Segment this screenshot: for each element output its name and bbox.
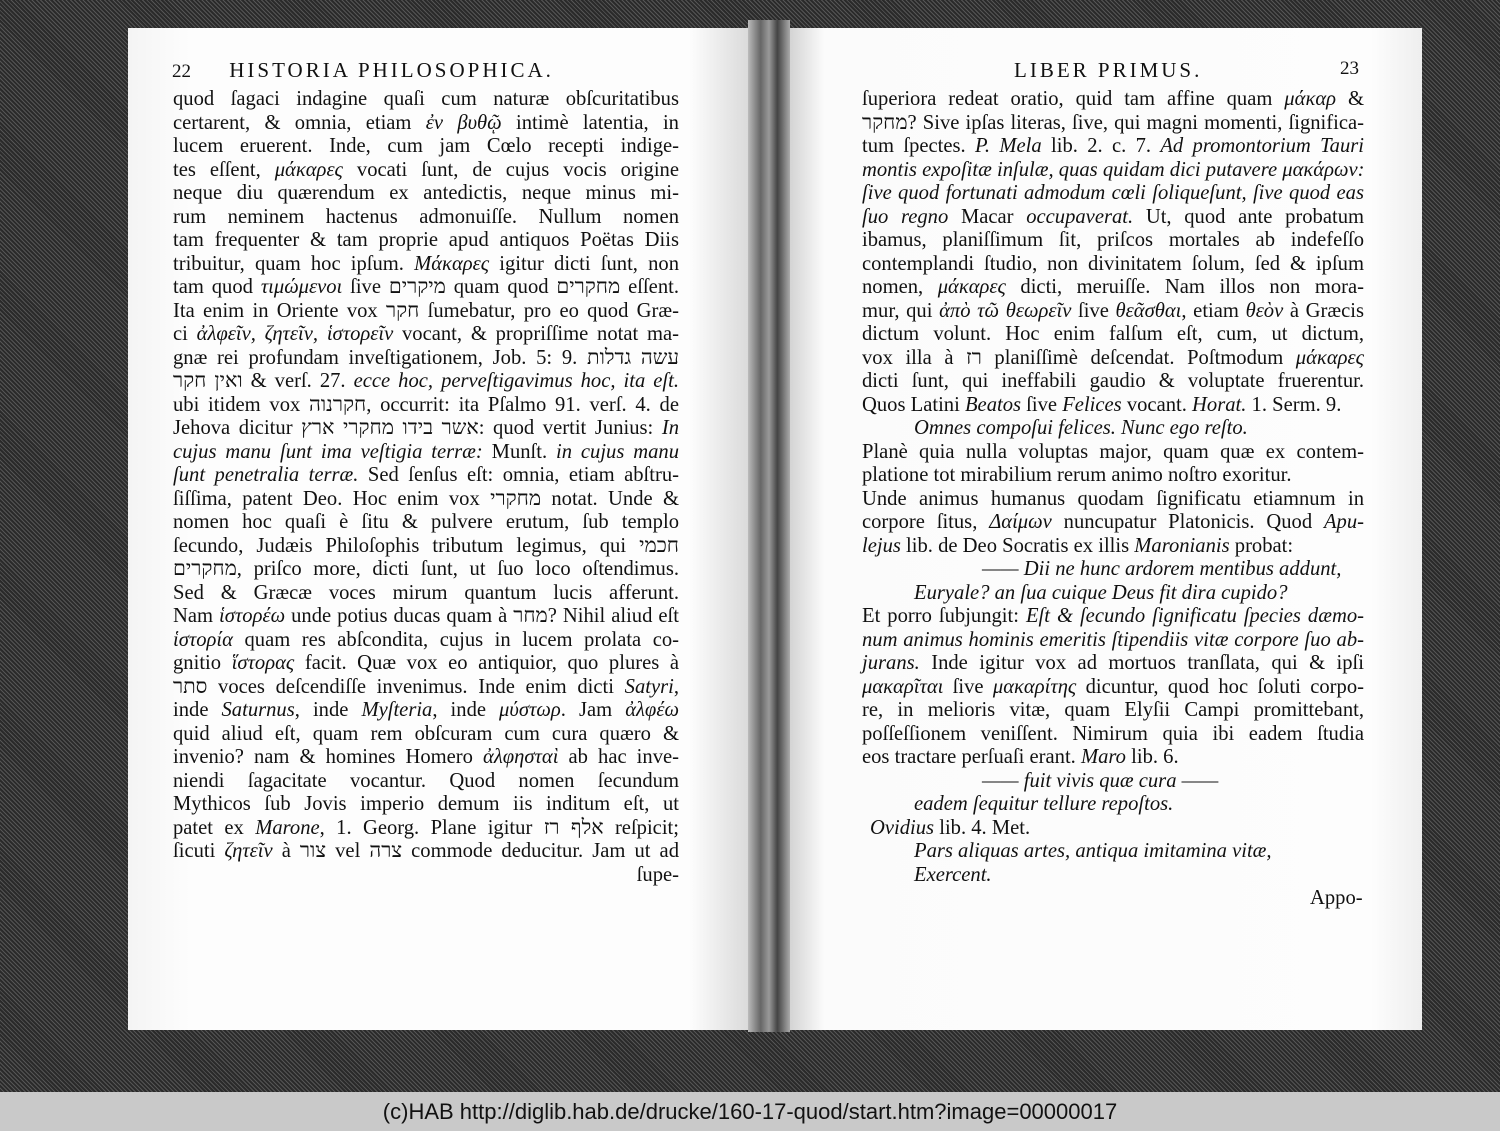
roman-text: intimè latentia, in — [501, 111, 679, 134]
roman-text: probat: — [1229, 534, 1294, 557]
italic-text: ſunt penetralia terræ. — [173, 464, 359, 486]
text-line — [862, 276, 1364, 300]
right-running-head — [1014, 58, 1202, 83]
italic-text: μάκαρες — [1295, 346, 1364, 369]
text-line — [173, 699, 679, 723]
italic-text: Marone — [255, 816, 320, 839]
roman-text: Et porro ſubjungit: — [862, 605, 1026, 627]
italic-text: ἱστορέω — [219, 605, 286, 627]
roman-text: à צור vel צרה commode deducitur. Jam ut ad — [272, 840, 679, 862]
roman-text: inde — [173, 699, 222, 721]
roman-text: corpore ſitus, — [862, 511, 990, 533]
left-running-head — [172, 58, 554, 83]
text-line — [862, 840, 1364, 864]
roman-text: facit. Quæ vox eo antiquior, quo plures à — [294, 652, 679, 674]
text-line — [173, 723, 679, 747]
roman-text: lib. 6. — [1125, 746, 1179, 768]
roman-text: dictum volunt. Hoc enim falſum eſt, cum, ut dictum, — [862, 323, 1364, 345]
text-line — [173, 253, 679, 277]
left-page-text — [173, 88, 679, 887]
book-gutter — [748, 20, 790, 1032]
italic-text: Apu- — [1323, 511, 1364, 533]
text-line — [862, 676, 1364, 700]
page-number-right: 23 — [1340, 58, 1359, 79]
roman-text: מחקרים, priſco more, dicti ſunt, ut ſuo loco oſtendimus. — [173, 558, 679, 580]
text-line — [173, 629, 679, 653]
italic-text: μύστωρ — [499, 699, 561, 721]
page-number-left: 22 — [172, 61, 191, 82]
text-line — [173, 370, 679, 394]
text-line — [862, 793, 1364, 817]
italic-text: ἱστορία — [173, 628, 233, 651]
roman-text: & — [1336, 88, 1364, 110]
roman-text: , inde — [294, 699, 362, 721]
text-line — [862, 535, 1364, 559]
italic-text: ἵστορας — [231, 652, 295, 674]
italic-text: ecce hoc, perveſtigavimus hoc, ita eſt. — [353, 370, 680, 392]
italic-text: ἐν βυθῷ — [425, 111, 502, 134]
roman-text: Munſt. — [482, 440, 556, 463]
italic-text: Maro — [1080, 746, 1126, 768]
text-line — [862, 88, 1364, 112]
roman-text: à Græcis — [1283, 299, 1365, 322]
roman-text: ואין חקר & verſ. 27. — [173, 370, 354, 392]
roman-text: Sed & Græcæ voces mirum quantum lucis afferunt. — [173, 581, 679, 604]
italic-text: τιμώμενοι — [260, 276, 343, 298]
italic-text: μάκαρ — [1284, 88, 1337, 110]
text-line — [862, 206, 1364, 230]
text-line — [862, 746, 1364, 770]
text-line — [862, 159, 1364, 183]
roman-text: tam frequenter & tam proprie apud antiquos Poëtas Diis — [173, 229, 679, 251]
italic-text: in cujus manu — [556, 440, 679, 463]
text-line — [173, 535, 679, 559]
text-line — [173, 347, 679, 371]
text-line — [862, 629, 1364, 653]
text-line — [173, 112, 679, 136]
roman-text: quid aliud eſt, quam rem obſcuram cum cura quæro & — [173, 722, 679, 745]
italic-text: In — [661, 417, 680, 439]
italic-text: μάκαρες — [274, 158, 343, 181]
italic-text: ἀλφέω — [625, 699, 679, 721]
italic-text: —— fuit vivis quæ cura —— — [982, 769, 1219, 792]
roman-text: gnæ rei profundam inveſtigationem, Job. 5: 9. עשה גדלות — [173, 346, 679, 369]
roman-text: 1. Serm. 9. — [1246, 393, 1342, 416]
text-line — [862, 182, 1364, 206]
left-title: HISTORIA PHILOSOPHICA. — [229, 58, 554, 82]
roman-text: dicuntur, quod hoc ſoluti corpo- — [1076, 675, 1364, 698]
roman-text: , inde — [432, 699, 500, 721]
text-line — [173, 135, 679, 159]
roman-text: lucem eruerent. Inde, cum jam Cœlo recepti indige- — [173, 135, 679, 157]
roman-text: Sed ſenſus eſt: omnia, etiam abſtru- — [358, 464, 679, 486]
text-line — [173, 159, 679, 183]
text-line — [173, 511, 679, 535]
italic-text: ἀπὸ τῶ θεωρεῖν — [939, 299, 1072, 322]
roman-text: gnitio — [173, 652, 232, 674]
roman-text: lib. de Deo Socratis ex illis — [900, 534, 1135, 557]
roman-text: vocant, & propriſſime notat ma- — [393, 323, 679, 345]
text-line — [173, 464, 679, 488]
text-line — [862, 112, 1364, 136]
text-line — [173, 441, 679, 465]
italic-text: Euryale? an ſua cuique Deus fit dira cupido? — [914, 581, 1288, 604]
text-line — [173, 817, 679, 841]
roman-text: invenio? nam & homines Homero — [173, 746, 484, 768]
roman-text: ſive — [943, 675, 993, 698]
text-line — [173, 300, 679, 324]
copyright-footer: (c)HAB http://diglib.hab.de/drucke/160-17-quod/start.htm?image=00000017 — [0, 1092, 1500, 1131]
roman-text: contemplandi ſtudio, non divinitatem ſolum, ſed & ipſum — [862, 252, 1364, 275]
roman-text: platione tot mirabilium rerum animo noſtro exoritur. — [862, 464, 1292, 486]
roman-text: vox illa à רז planiſſimè deſcendat. Poſtmodum — [862, 346, 1296, 369]
text-line — [862, 582, 1364, 606]
italic-text: θεὸν — [1245, 299, 1284, 322]
text-line — [862, 770, 1364, 794]
roman-text: Nam — [173, 605, 220, 627]
text-line — [173, 394, 679, 418]
text-line — [173, 276, 679, 300]
text-line — [173, 840, 679, 864]
roman-text: , 1. Georg. Plane igitur אלף רז reſpicit; — [319, 816, 679, 839]
roman-text: ibamus, planiſſimum ſit, priſcos mortales ab indefeſſo — [862, 229, 1364, 251]
text-line — [862, 605, 1364, 629]
roman-text: nomen hoc quaſi è ſitu & pulvere erutum, ſub templo — [173, 511, 679, 533]
text-line — [862, 441, 1364, 465]
roman-text: neque diu quærendum ex antedictis, neque minus mi- — [173, 182, 679, 204]
italic-text: Myſteria — [361, 699, 433, 721]
text-line — [862, 864, 1364, 888]
roman-text: ci — [173, 323, 197, 345]
roman-text: poſſeſſionem veniſſent. Nimirum quia ibi eadem ſtudia — [862, 722, 1364, 745]
text-line — [173, 793, 679, 817]
text-line — [173, 746, 679, 770]
text-line — [173, 417, 679, 441]
italic-text: ἀλφησταὶ — [483, 746, 559, 768]
italic-text: Saturnus — [221, 699, 295, 721]
roman-text: niendi ſagacitate vocantur. Quod nomen ſecundum — [173, 769, 679, 792]
roman-text: סתר voces deſcendiſſe invenimus. Inde enim dicti — [173, 675, 625, 698]
italic-text: lejus — [862, 534, 901, 557]
roman-text: tribuitur, quam hoc ipſum. — [173, 252, 415, 275]
text-line — [862, 652, 1364, 676]
roman-text: tam quod — [173, 276, 261, 298]
text-line — [862, 511, 1364, 535]
italic-text: P. Mela — [975, 135, 1042, 157]
text-line — [173, 229, 679, 253]
roman-text: Jehova dicitur אשר בידו מחקרי ארץ: quod vertit Junius: — [173, 417, 662, 439]
text-line — [862, 135, 1364, 159]
roman-text: Unde animus humanus quodam ſignificatu etiamnum in — [862, 487, 1364, 510]
italic-text: μακαρῖται — [862, 675, 944, 698]
roman-text: Planè quia nulla voluptas major, quam quæ ex contem- — [862, 440, 1364, 463]
italic-text: Felices — [1062, 393, 1122, 416]
roman-text: tum ſpectes. — [862, 135, 975, 157]
italic-text: occupaverat. — [1026, 205, 1134, 228]
roman-text: ſicuti — [173, 840, 225, 862]
text-line — [173, 182, 679, 206]
text-line — [862, 723, 1364, 747]
italic-text: μακαρίτης — [992, 675, 1077, 698]
text-line — [173, 323, 679, 347]
text-line — [173, 488, 679, 512]
text-line — [173, 676, 679, 700]
text-line — [173, 582, 679, 606]
roman-text: ſive — [1071, 299, 1116, 322]
roman-text: ab hac inve- — [558, 746, 679, 768]
italic-text: montis expoſitæ inſulæ, quas quidam dici putavere μακάρων: — [862, 158, 1365, 181]
text-line — [862, 417, 1364, 441]
roman-text: patet ex — [173, 816, 256, 839]
text-line — [862, 394, 1364, 418]
italic-text: Omnes compoſui felices. Nunc ego reſto. — [914, 417, 1248, 439]
roman-text: mur, qui — [862, 299, 940, 322]
roman-text: Macar — [948, 205, 1027, 228]
roman-text: lib. 2. c. 7. — [1041, 135, 1161, 157]
roman-text: ſive — [1021, 393, 1063, 416]
text-line — [173, 864, 679, 888]
italic-text: eadem ſequitur tellure repoſtos. — [914, 793, 1174, 815]
roman-text: מחקר? Sive ipſas literas, ſive, qui magni momenti, ſignifica- — [862, 111, 1364, 134]
roman-text: Mythicos ſub Jovis imperio demum iis inditum eſt, ut — [173, 793, 679, 815]
text-line — [862, 464, 1364, 488]
roman-text: Ut, quod ante probatum — [1133, 205, 1365, 228]
text-line — [173, 770, 679, 794]
italic-text: num animus hominis emeritis ſtipendiis vitæ corpore ſuo ab- — [862, 628, 1364, 651]
text-line — [862, 300, 1364, 324]
roman-text: igitur dicti ſunt, non — [489, 252, 679, 275]
italic-text: jurans. — [862, 652, 920, 674]
italic-text: Ovidius — [870, 816, 935, 839]
roman-text: Inde igitur vox ad mortuos tranſlata, qui & ipſi — [919, 652, 1364, 674]
roman-text: . Jam — [560, 699, 626, 721]
roman-text: vocati ſunt, de cujus vocis origine — [342, 158, 679, 181]
roman-text: ſiſſima, patent Deo. Hoc enim vox מחקרי notat. Unde & — [173, 487, 679, 510]
roman-text: tes eſſent, — [173, 158, 275, 181]
roman-text: vocant. — [1121, 393, 1193, 416]
text-line — [862, 488, 1364, 512]
roman-text: , — [673, 675, 679, 698]
italic-text: ſuo regno — [862, 205, 949, 228]
italic-text: Pars aliquas artes, antiqua imitamina vitæ, — [914, 840, 1272, 862]
roman-text: unde potius ducas quam à מחר? Nihil aliud eſt — [285, 605, 679, 627]
italic-text: Maronianis — [1134, 534, 1230, 557]
text-line — [173, 88, 679, 112]
italic-text: Beatos — [964, 393, 1022, 416]
text-line — [173, 558, 679, 582]
text-line — [173, 206, 679, 230]
italic-text: Horat. — [1192, 393, 1247, 416]
text-line — [862, 323, 1364, 347]
italic-text: Eſt & ſecundo ſignificatu ſpecies dæmo- — [1025, 605, 1364, 627]
catchword: Appo- — [1310, 887, 1363, 909]
roman-text: ſupe- — [636, 863, 679, 886]
text-line — [862, 699, 1364, 723]
italic-text: Δαίμων — [989, 511, 1052, 533]
roman-text: ſecundo, Judæis Philoſophis tributum legimus, qui חכמי — [173, 534, 679, 557]
roman-text: lib. 4. Met. — [934, 816, 1031, 839]
roman-text: nuncupatur Platonicis. Quod — [1051, 511, 1324, 533]
italic-text: ἀλφεῖν, ζητεῖν, ἱστορεῖν — [196, 323, 394, 345]
italic-text: Satyri — [624, 675, 674, 698]
right-page-text — [862, 88, 1364, 887]
italic-text: —— Dii ne hunc ardorem mentibus addunt, — [982, 558, 1342, 580]
roman-text: dicti ſunt, qui ineffabili gaudio & voluptate fruerentur. — [862, 370, 1364, 392]
roman-text: rum neminem hactenus admonuiſſe. Nullum nomen — [173, 205, 679, 228]
text-line — [173, 652, 679, 676]
right-title: LIBER PRIMUS. — [1014, 58, 1203, 82]
italic-text: Μάκαρες — [414, 252, 490, 275]
roman-text: quod ſagaci indagine quaſi cum naturæ obſcuritatibus — [173, 88, 679, 110]
text-line — [862, 817, 1364, 841]
roman-text: nomen, — [862, 276, 938, 298]
italic-text: ſive quod fortunati admodum cœli ſoliqueſunt, ſive quod eas — [862, 182, 1364, 204]
roman-text: ubi itidem vox חקרנוה, occurrit: ita Pſalmo 91. verſ. 4. de — [173, 393, 679, 416]
italic-text: ζητεῖν — [224, 840, 273, 862]
roman-text: quam res abſcondita, cujus in lucem prolata co- — [232, 628, 679, 651]
roman-text: re, in melioris vitæ, quam Elyſii Campi promittebant, — [862, 699, 1364, 721]
roman-text: ſive מיקרים quam quod מחקרים eſſent. — [342, 276, 679, 298]
roman-text: certarent, & omnia, etiam — [173, 111, 426, 134]
roman-text: ſuperiora redeat oratio, quid tam affine quam — [862, 88, 1285, 110]
text-line — [862, 229, 1364, 253]
roman-text: Ita enim in Oriente vox חקר ſumebatur, pro eo quod Græ- — [173, 299, 679, 322]
italic-text: μάκαρες — [937, 276, 1006, 298]
italic-text: Exercent. — [914, 863, 992, 886]
italic-text: cujus manu ſunt ima veſtigia terræ: — [173, 440, 483, 463]
italic-text: θεᾶσθαι — [1115, 299, 1182, 322]
roman-text: Quos Latini — [862, 393, 965, 416]
roman-text: dicti, meruiſſe. Nam illos non mora- — [1005, 276, 1364, 298]
roman-text: , etiam — [1181, 299, 1246, 322]
text-line — [862, 370, 1364, 394]
text-line — [173, 605, 679, 629]
text-line — [862, 558, 1364, 582]
text-line — [862, 347, 1364, 371]
italic-text: Ad promontorium Tauri — [1160, 135, 1364, 157]
roman-text: eos tractare perſuaſi erant. — [862, 746, 1081, 768]
text-line — [862, 253, 1364, 277]
